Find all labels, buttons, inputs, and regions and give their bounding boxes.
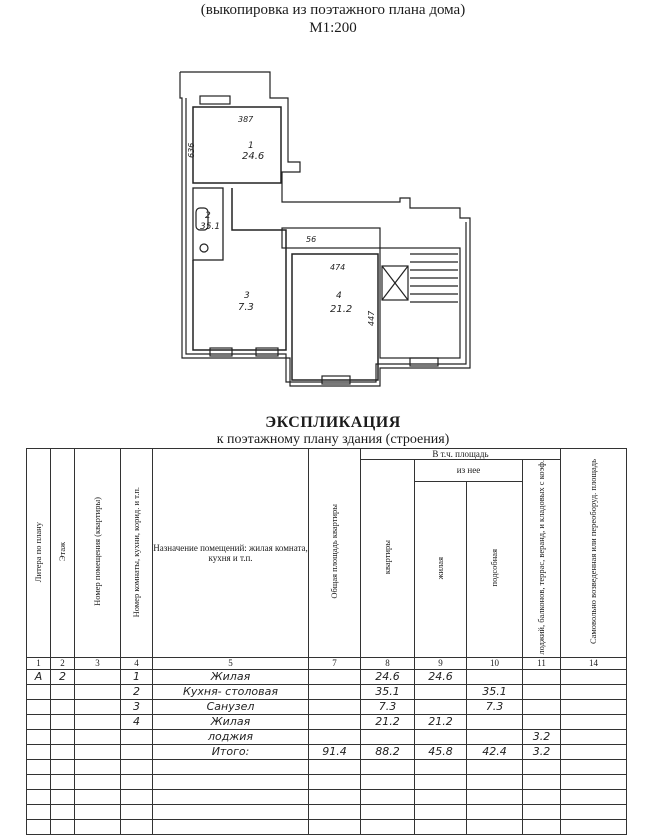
cell-empty xyxy=(75,804,121,819)
cell-empty xyxy=(361,819,415,834)
cell-total xyxy=(309,729,361,744)
balcony-dimension: 56 xyxy=(306,235,317,244)
cell-living xyxy=(415,684,467,699)
plan-subtitle: (выкопировка из поэтажного плана дома) xyxy=(200,2,466,18)
table-row xyxy=(27,684,627,699)
cell-empty xyxy=(121,774,153,789)
cell-empty xyxy=(523,774,561,789)
col-living: жилая xyxy=(415,481,467,657)
cell-empty xyxy=(467,774,523,789)
cell-empty xyxy=(309,759,361,774)
cell-living: 24.6 xyxy=(415,669,467,684)
cell-balcony: 3.2 xyxy=(523,744,561,759)
cell-empty xyxy=(561,744,627,759)
cell-empty xyxy=(309,804,361,819)
cell-living: 21.2 xyxy=(415,714,467,729)
cell-apt xyxy=(361,729,415,744)
cell-floor xyxy=(51,684,75,699)
room-4-depth: 636 xyxy=(187,142,196,158)
room-4-number: 1 xyxy=(248,141,254,151)
cell-empty xyxy=(51,819,75,834)
cell-empty xyxy=(561,789,627,804)
cell-living: 45.8 xyxy=(415,744,467,759)
table-row xyxy=(27,669,627,684)
cell-empty xyxy=(361,804,415,819)
cell-floor xyxy=(51,699,75,714)
cell-balcony xyxy=(523,714,561,729)
cell-empty xyxy=(75,744,121,759)
col-room-number: Номер комнаты, кухни, корид. и т.п. xyxy=(121,449,153,658)
cell-empty xyxy=(309,774,361,789)
cell-empty xyxy=(561,684,627,699)
cell-floor xyxy=(51,714,75,729)
cell-balcony xyxy=(523,699,561,714)
cell-empty xyxy=(75,729,121,744)
cell-aux: 35.1 xyxy=(467,684,523,699)
cell-living xyxy=(415,699,467,714)
floor-plan-drawing xyxy=(160,58,500,398)
cell-balcony xyxy=(523,669,561,684)
cell-aux xyxy=(467,669,523,684)
cell-room xyxy=(121,744,153,759)
cell-purpose: Жилая xyxy=(153,714,309,729)
col-auxiliary: подсобная xyxy=(467,481,523,657)
cell-empty xyxy=(523,789,561,804)
table-row xyxy=(27,744,627,759)
cell-room: 2 xyxy=(121,684,153,699)
cell-total xyxy=(309,669,361,684)
table-row xyxy=(27,819,627,834)
cell-apt: 24.6 xyxy=(361,669,415,684)
cell-empty xyxy=(467,789,523,804)
cell-total xyxy=(309,684,361,699)
cell-empty xyxy=(467,759,523,774)
cell-empty xyxy=(523,759,561,774)
table-row xyxy=(27,714,627,729)
cell-apt: 88.2 xyxy=(361,744,415,759)
cell-empty xyxy=(75,759,121,774)
cell-room xyxy=(121,729,153,744)
cell-room: 3 xyxy=(121,699,153,714)
cell-empty xyxy=(309,819,361,834)
cell-aux xyxy=(467,714,523,729)
room-4-width: 387 xyxy=(238,115,254,124)
cell-total: 91.4 xyxy=(309,744,361,759)
cell-empty xyxy=(121,789,153,804)
col-balcony: лоджий, балконов, террас, веранд, и кладовых с коэф. xyxy=(523,460,561,658)
cell-apt: 7.3 xyxy=(361,699,415,714)
explication-subtitle: к поэтажному плану здания (строения) xyxy=(216,432,450,447)
cell-empty xyxy=(415,774,467,789)
col-total-area: Общая площадь квартиры xyxy=(309,449,361,658)
cell-apt: 21.2 xyxy=(361,714,415,729)
column-number-row: 1 2 3 4 5 7 8 9 10 11 14 xyxy=(27,657,627,669)
cell-floor: 2 xyxy=(51,669,75,684)
cell-empty xyxy=(75,714,121,729)
table-row xyxy=(27,789,627,804)
cell-floor xyxy=(51,744,75,759)
cell-empty xyxy=(121,819,153,834)
cell-empty xyxy=(51,804,75,819)
cell-empty xyxy=(467,804,523,819)
cell-empty xyxy=(27,759,51,774)
cell-litera: А xyxy=(27,669,51,684)
cell-litera xyxy=(27,699,51,714)
cell-empty xyxy=(121,804,153,819)
cell-empty xyxy=(153,804,309,819)
cell-empty xyxy=(75,819,121,834)
cell-aux: 42.4 xyxy=(467,744,523,759)
cell-apt: 35.1 xyxy=(361,684,415,699)
cell-empty xyxy=(27,774,51,789)
col-purpose: Назначение помещений: жилая комната, кухня и т.п. xyxy=(153,449,309,658)
cell-empty xyxy=(27,819,51,834)
cell-room: 1 xyxy=(121,669,153,684)
col-unauthorized: Самовольно возведенная или переоборуд. площадь xyxy=(561,449,627,658)
group-header-area: В т.ч. площадь xyxy=(361,449,561,460)
cell-empty xyxy=(75,699,121,714)
cell-aux: 7.3 xyxy=(467,699,523,714)
room-3-area: 35.1 xyxy=(200,222,221,232)
table-row xyxy=(27,804,627,819)
cell-empty xyxy=(415,759,467,774)
cell-empty xyxy=(27,804,51,819)
col-floor: Этаж xyxy=(51,449,75,658)
cell-empty xyxy=(415,819,467,834)
room-3-number: 2 xyxy=(205,211,211,221)
cell-total xyxy=(309,714,361,729)
cell-empty xyxy=(361,789,415,804)
cell-empty xyxy=(27,789,51,804)
cell-empty xyxy=(561,669,627,684)
cell-empty xyxy=(51,774,75,789)
cell-empty xyxy=(153,774,309,789)
plan-scale: М1:200 xyxy=(309,20,357,36)
cell-empty xyxy=(467,819,523,834)
cell-floor xyxy=(51,729,75,744)
cell-empty xyxy=(121,759,153,774)
cell-empty xyxy=(561,759,627,774)
cell-aux xyxy=(467,729,523,744)
cell-litera xyxy=(27,684,51,699)
cell-empty xyxy=(153,759,309,774)
cell-empty xyxy=(523,804,561,819)
cell-litera xyxy=(27,714,51,729)
cell-purpose: Санузел xyxy=(153,699,309,714)
cell-litera xyxy=(27,729,51,744)
cell-room: 4 xyxy=(121,714,153,729)
cell-purpose: Кухня- столовая xyxy=(153,684,309,699)
cell-purpose: Итого: xyxy=(153,744,309,759)
room-1-number: 4 xyxy=(336,291,342,301)
cell-living xyxy=(415,729,467,744)
col-apartment-number: Номер помещения (квартиры) xyxy=(75,449,121,658)
cell-empty xyxy=(361,759,415,774)
room-2-number: 3 xyxy=(244,291,250,301)
subgroup-header: из нее xyxy=(415,460,523,482)
cell-empty xyxy=(561,804,627,819)
cell-total xyxy=(309,699,361,714)
cell-balcony xyxy=(523,684,561,699)
cell-empty xyxy=(153,819,309,834)
table-row xyxy=(27,729,627,744)
cell-empty xyxy=(75,774,121,789)
cell-balcony: 3.2 xyxy=(523,729,561,744)
cell-empty xyxy=(51,789,75,804)
cell-empty xyxy=(153,789,309,804)
cell-empty xyxy=(523,819,561,834)
cell-purpose: Жилая xyxy=(153,669,309,684)
explication-table xyxy=(26,448,627,835)
table-row xyxy=(27,699,627,714)
cell-empty xyxy=(309,789,361,804)
cell-empty xyxy=(75,684,121,699)
cell-empty xyxy=(75,789,121,804)
cell-empty xyxy=(561,699,627,714)
table-row xyxy=(27,774,627,789)
col-litera: Литера по плану xyxy=(27,449,51,658)
cell-empty xyxy=(75,669,121,684)
room-1-area: 21.2 xyxy=(330,304,353,315)
room-1-depth: 447 xyxy=(367,310,376,326)
cell-empty xyxy=(361,774,415,789)
cell-empty xyxy=(561,774,627,789)
cell-litera xyxy=(27,744,51,759)
cell-empty xyxy=(415,804,467,819)
col-apartment-area: квартиры xyxy=(361,460,415,658)
room-4-area: 24.6 xyxy=(242,151,265,162)
cell-empty xyxy=(561,819,627,834)
cell-purpose: лоджия xyxy=(153,729,309,744)
room-1-width: 474 xyxy=(330,263,346,272)
cell-empty xyxy=(561,729,627,744)
explication-title: ЭКСПЛИКАЦИЯ xyxy=(265,414,401,431)
room-2-area: 7.3 xyxy=(238,302,254,313)
cell-empty xyxy=(561,714,627,729)
cell-empty xyxy=(51,759,75,774)
table-row xyxy=(27,759,627,774)
cell-empty xyxy=(415,789,467,804)
